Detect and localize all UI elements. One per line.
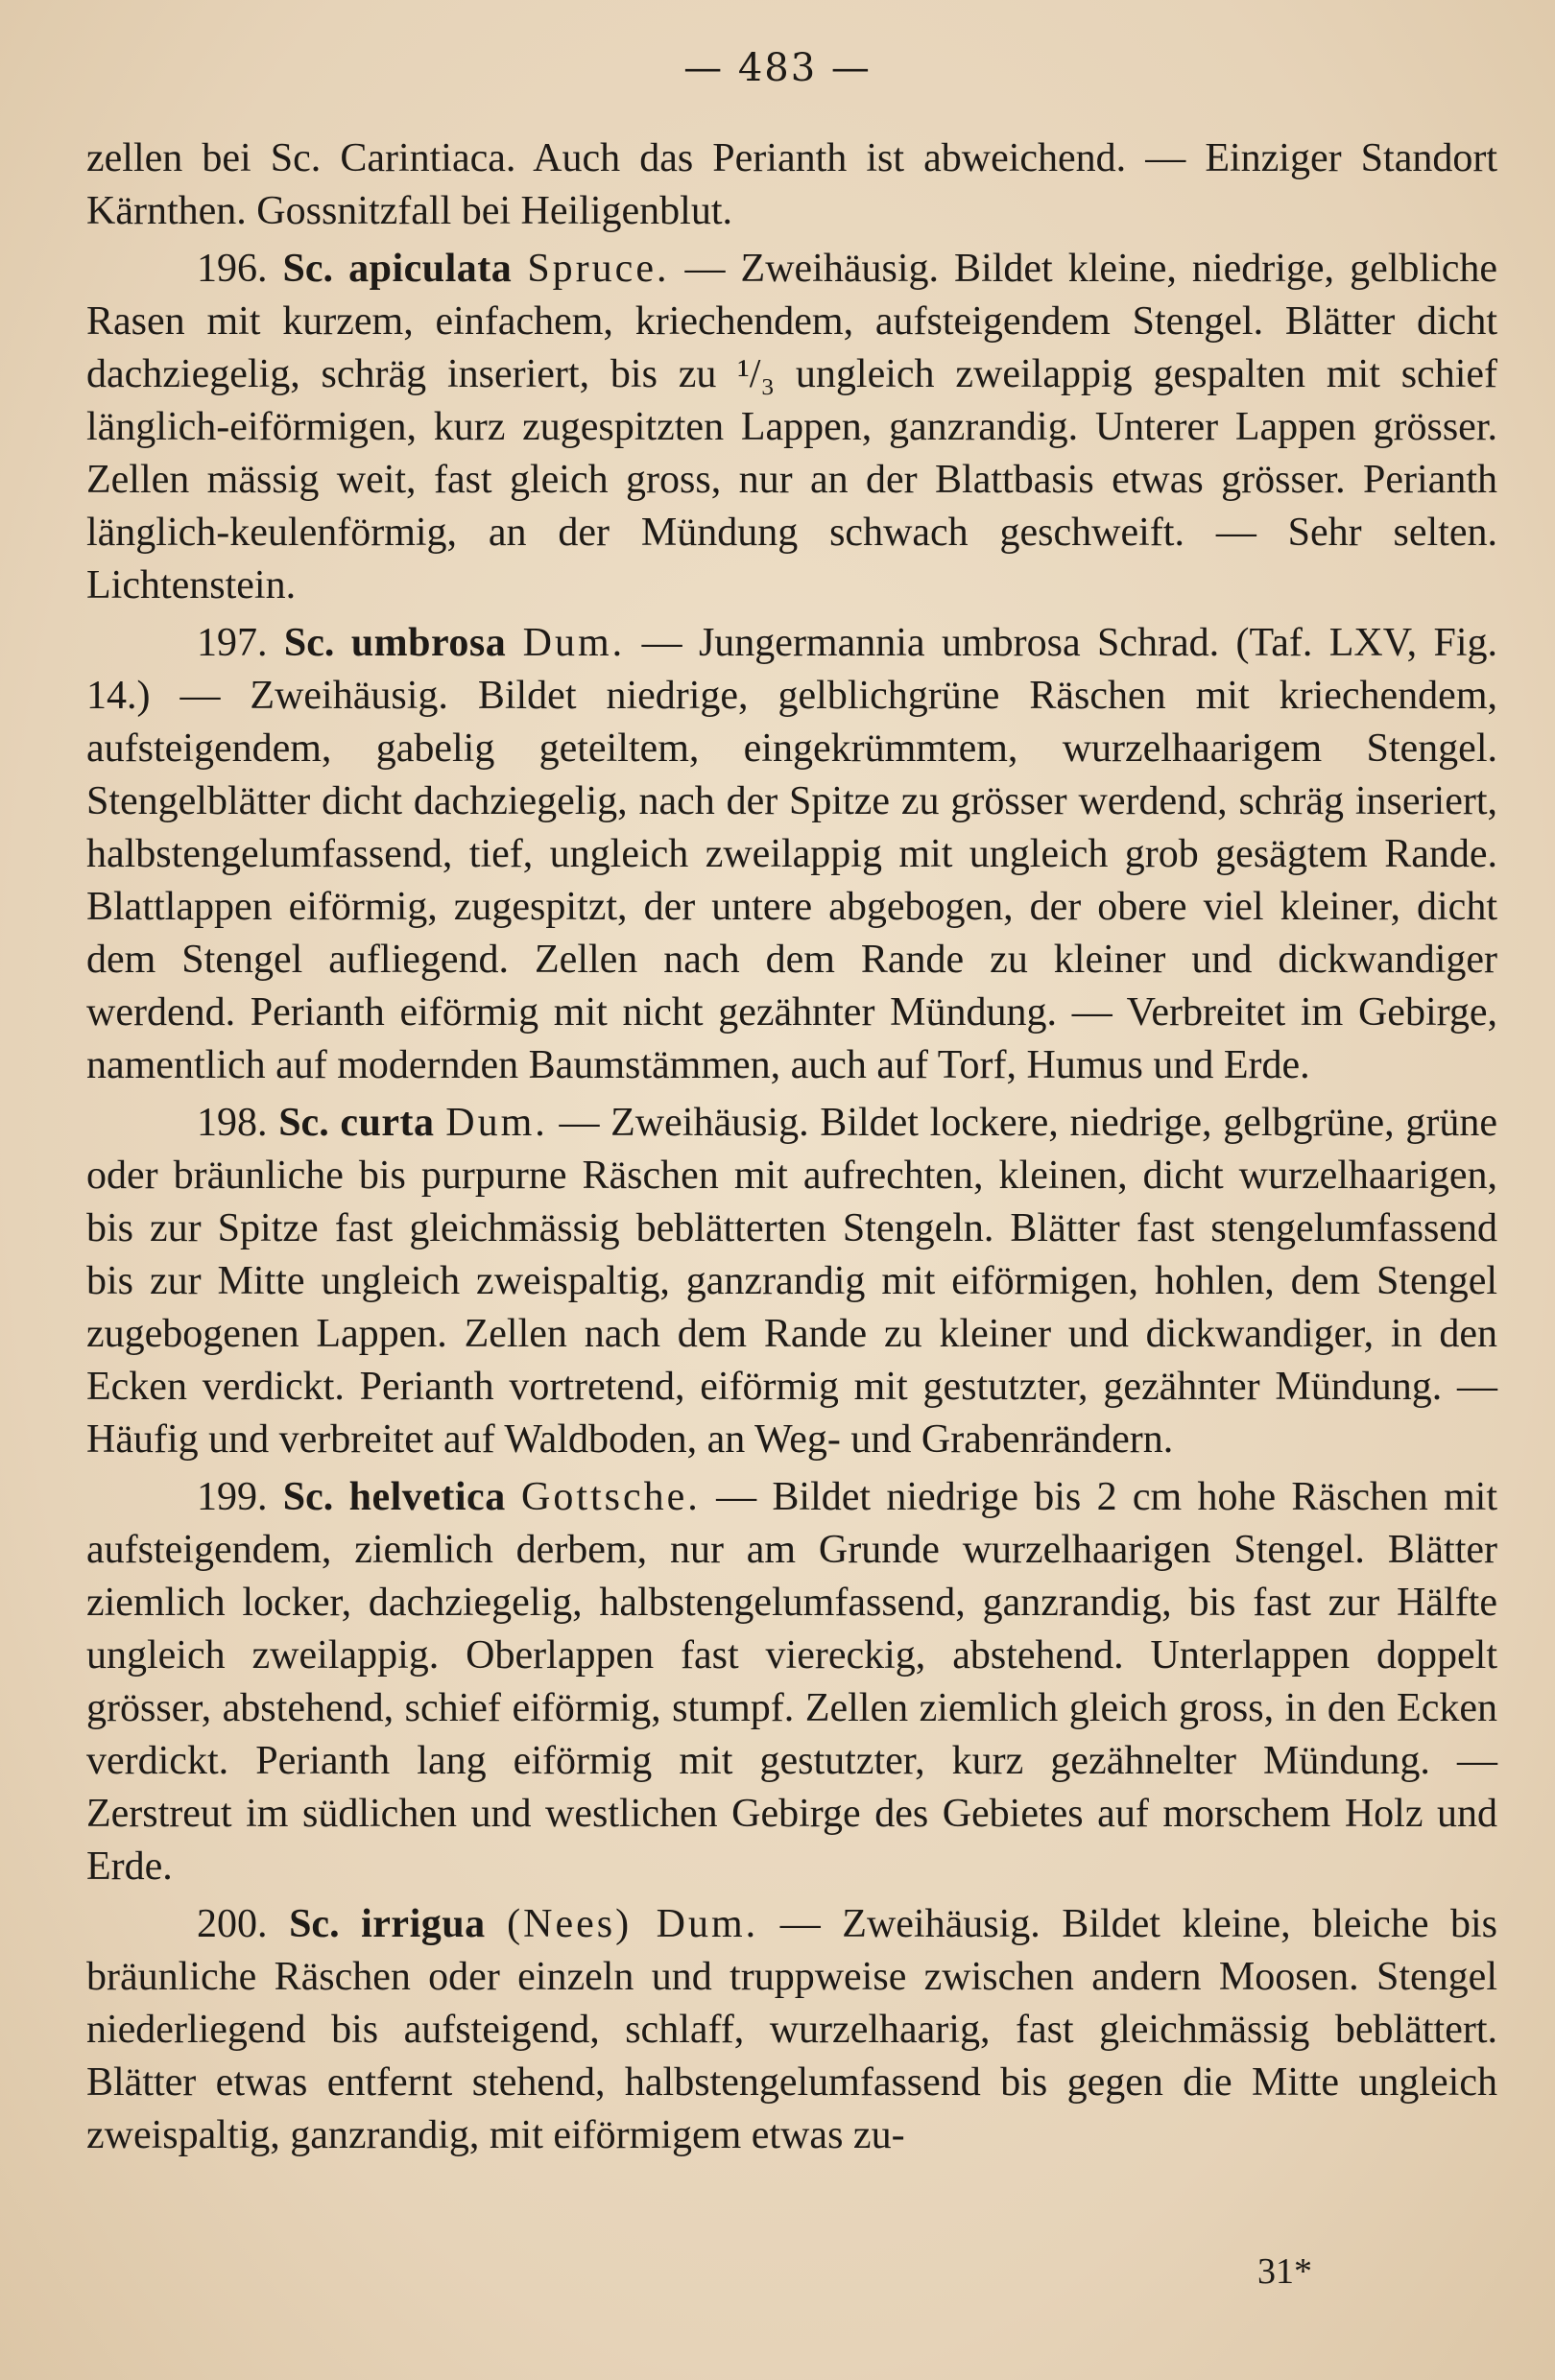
entry-species: apiculata (348, 247, 513, 291)
species-entry-198 (86, 1097, 1497, 1466)
entry-author: Spruce. (527, 247, 670, 291)
entry-genus: Sc. (282, 1475, 334, 1519)
entry-species: curta (340, 1101, 435, 1145)
entry-genus: Sc. (278, 1101, 329, 1145)
entry-author: Dum. (445, 1101, 548, 1145)
species-entry-199 (86, 1471, 1497, 1893)
entry-number: 196. (197, 247, 268, 291)
species-entry-197 (86, 617, 1497, 1092)
entry-number: 199. (197, 1475, 268, 1519)
entry-genus: Sc. (289, 1902, 340, 1946)
entry-description: — Zweihäusig. Bildet kleine, bleiche bis bräunliche Räschen oder einzeln und truppweise zwischen andern Moosen. Stengel niederliegend bis aufsteigend, schlaff, wurzelhaarig, fast gleichmässig beblättert. Blätter etwas entfernt stehend, halbstengelumfassend bis gegen die Mitte ungleich zweispaltig, ganzrandig, mit eiförmigem etwas zu- (86, 1902, 1498, 2157)
species-entry-200 (86, 1898, 1497, 2162)
entry-author: (Nees) Dum. (507, 1902, 759, 1946)
page-number: — 483 — (683, 46, 872, 90)
entry-description: — Zweihäusig. Bildet lockere, niedrige, gelbgrüne, grüne oder bräunliche bis purpurne Räschen mit aufrechten, kleinen, dicht wurzelhaarigen, bis zur Spitze fast gleichmässig beblätterten Stengeln. Blätter fast stengelumfassend bis zur Mitte ungleich zweispaltig, ganzrandig mit eiförmigen, hohlen, dem Stengel zugebogenen Lappen. Zellen nach dem Rande zu kleiner und dickwandiger, in den Ecken verdickt. Perianth vortretend, eiförmig mit gestutzter, gezähnter Mündung. — Häufig und verbreitet auf Waldboden, an Weg- und Grabenrändern. (86, 1101, 1498, 1462)
entry-genus: Sc. (282, 247, 334, 291)
main-text (86, 132, 1497, 2167)
entry-description: — Bildet niedrige bis 2 cm hohe Räschen mit aufsteigendem, ziemlich derbem, nur am Grunde wurzelhaarigen Stengel. Blätter ziemlich locker, dachziegelig, halbstengelumfassend, ganzrandig, bis fast zur Hälfte ungleich zweilappig. Oberlappen fast viereckig, abstehend. Unterlappen doppelt grösser, abstehend, schief eiförmig, stumpf. Zellen ziemlich gleich gross, in den Ecken verdickt. Perianth lang eiförmig mit gestutzter, kurz gezähnelter Mündung. — Zerstreut im südlichen und westlichen Gebirge des Gebietes auf morschem Holz und Erde. (86, 1475, 1497, 1889)
entry-species: irrigua (361, 1902, 486, 1946)
entry-number: 200. (197, 1902, 268, 1946)
entry-number: 198. (197, 1101, 268, 1145)
entry-species: umbrosa (350, 621, 507, 665)
entry-author: Dum. (522, 621, 626, 665)
entry-description: — Zweihäusig. Bildet kleine, niedrige, gelbliche Rasen mit kurzem, einfachem, kriechendem, aufsteigendem Stengel. Blätter dicht dachziegelig, schräg inseriert, bis zu ¹/₃ ungleich zweilappig gespalten mit schief länglich-eiförmigen, kurz zugespitzten Lappen, ganzrandig. Unterer Lappen grösser. Zellen mässig weit, fast gleich gross, nur an der Blattbasis etwas grösser. Perianth länglich-keulenförmig, an der Mündung schwach geschweift. — Sehr selten. Lichtenstein. (86, 247, 1498, 607)
intro-paragraph: zellen bei Sc. Carintiaca. Auch das Perianth ist abweichend. — Einziger Standort Kärnthen. Gossnitzfall bei Heiligenblut. (86, 136, 1497, 233)
entry-author: Gottsche. (521, 1475, 701, 1519)
entry-genus: Sc. (283, 621, 335, 665)
signature-mark: 31* (1257, 2251, 1312, 2292)
entry-number: 197. (197, 621, 268, 665)
entry-description: — Jungermannia umbrosa Schrad. (Taf. LXV, Fig. 14.) — Zweihäusig. Bildet niedrige, gelblichgrüne Räschen mit kriechendem, aufsteigendem, gabelig geteiltem, eingekrümmtem, wurzelhaarigem Stengel. Stengelblätter dicht dachziegelig, nach der Spitze zu grösser werdend, schräg inseriert, halbstengelumfassend, tief, ungleich zweilappig mit ungleich grob gesägtem Rande. Blattlappen eiförmig, zugespitzt, der untere abgebogen, der obere viel kleiner, dicht dem Stengel aufliegend. Zellen nach dem Rande zu kleiner und dickwandiger werdend. Perianth eiförmig mit nicht gezähnter Mündung. — Verbreitet im Gebirge, namentlich auf modernden Baumstämmen, auch auf Torf, Humus und Erde. (86, 621, 1498, 1087)
species-entry-196 (86, 243, 1497, 612)
entry-species: helvetica (348, 1475, 506, 1519)
